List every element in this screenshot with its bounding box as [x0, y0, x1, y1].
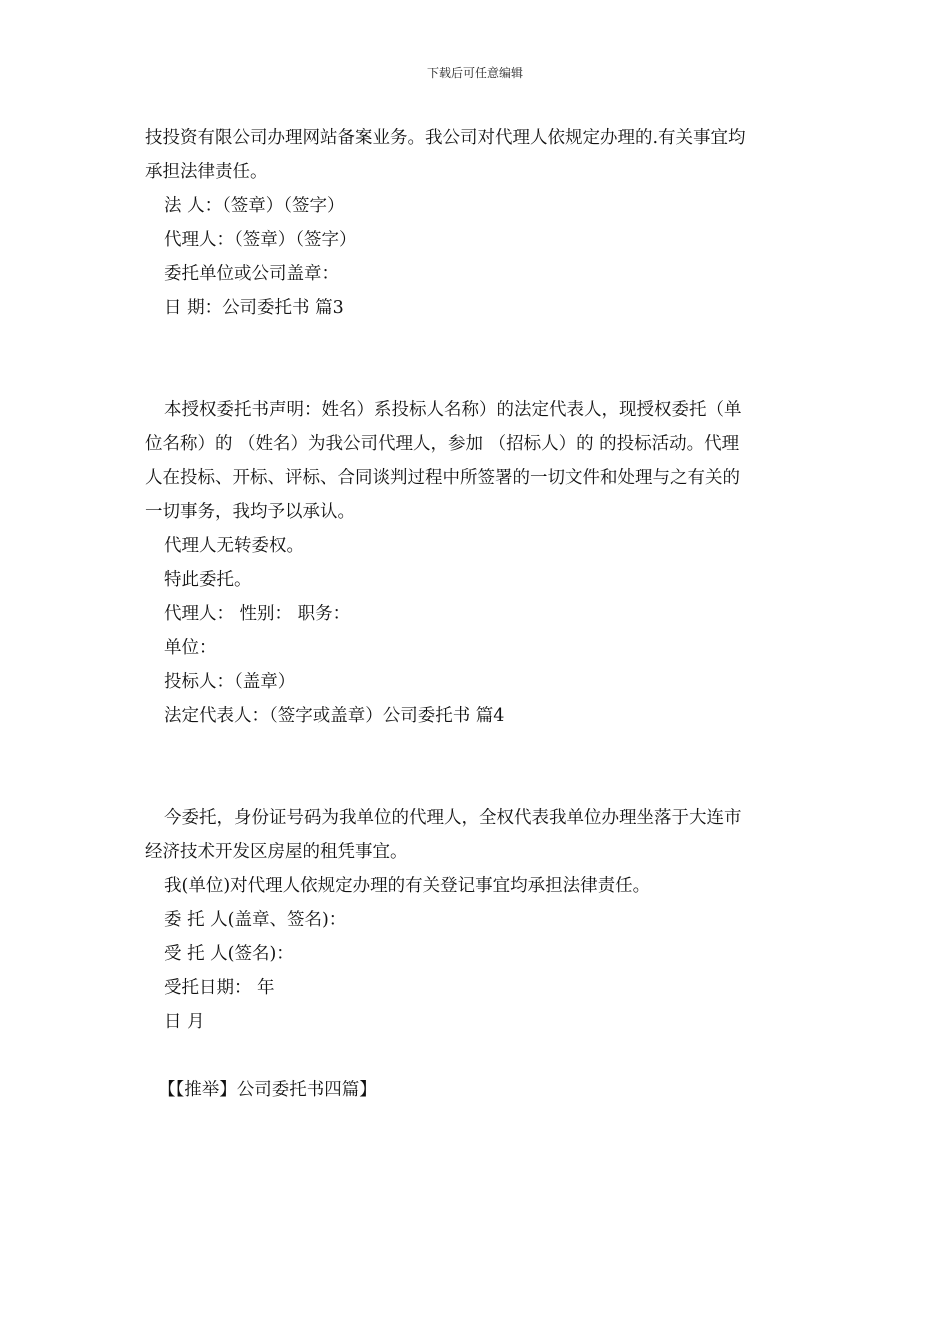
field-agent-info: 代理人： 性别： 职务：	[164, 604, 351, 624]
field-unit: 单位：	[164, 638, 217, 658]
field-no-sub-delegation: 代理人无转委权。	[164, 536, 304, 556]
field-hereby-entrust: 特此委托。	[164, 570, 252, 590]
field-entrust-date: 受托日期： 年	[164, 978, 275, 998]
document-body	[145, 121, 807, 1107]
paragraph-line: 技投资有限公司办理网站备案业务。我公司对代理人依规定办理的.有关事宜均	[145, 128, 746, 148]
paragraph-line: 一切事务，我均予以承认。	[145, 502, 355, 522]
section-3	[145, 393, 807, 733]
field-company-seal: 委托单位或公司盖章：	[164, 264, 339, 284]
paragraph-line: 人在投标、开标、评标、合同谈判过程中所签署的一切文件和处理与之有关的	[145, 468, 740, 488]
field-bidder: 投标人：（盖章）	[164, 672, 296, 692]
paragraph-line: 经济技术开发区房屋的租凭事宜。	[145, 842, 408, 862]
field-legal-representative: 法定代表人：（签字或盖章）公司委托书 篇4	[164, 706, 505, 726]
field-legal-person: 法 人：（签章）（签字）	[164, 196, 345, 216]
paragraph-line: 今委托，身份证号码为我单位的代理人，全权代表我单位办理坐落于大连市	[164, 808, 742, 828]
field-trustee: 受 托 人(签名)：	[164, 944, 294, 964]
field-day-month: 日 月	[164, 1012, 205, 1032]
paragraph-line: 承担法律责任。	[145, 162, 268, 182]
section-4	[145, 801, 807, 1039]
document-footer-title: 【【推举】公司委托书四篇】	[158, 1080, 377, 1100]
section-spacer	[145, 325, 807, 393]
section-2-tail	[145, 121, 807, 325]
field-date: 日 期：公司委托书 篇3	[164, 298, 344, 318]
section-spacer	[145, 733, 807, 801]
field-agent: 代理人：（签章）（签字）	[164, 230, 357, 250]
section-spacer	[145, 1039, 807, 1073]
field-liability: 我(单位)对代理人依规定办理的有关登记事宜均承担法律责任。	[164, 876, 651, 896]
paragraph-line: 位名称）的 （姓名）为我公司代理人，参加 （招标人）的 的投标活动。代理	[145, 434, 740, 454]
paragraph-line: 本授权委托书声明：姓名）系投标人名称）的法定代表人，现授权委托（单	[164, 400, 742, 420]
page-header: 下载后可任意编辑	[426, 66, 523, 80]
field-entrustor: 委 托 人(盖章、签名)：	[164, 910, 347, 930]
